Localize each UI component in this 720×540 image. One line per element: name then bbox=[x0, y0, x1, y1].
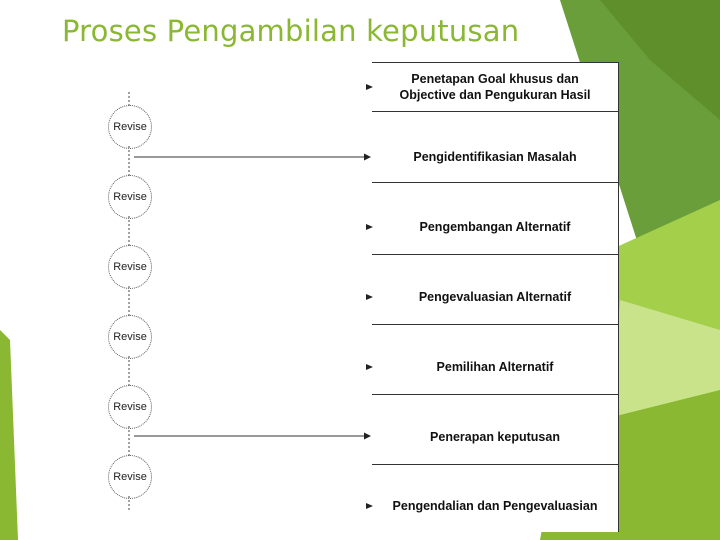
arrowhead-step-3 bbox=[366, 224, 373, 230]
revise-node-4 bbox=[108, 315, 152, 359]
arrowhead-step-5 bbox=[366, 364, 373, 370]
revise-label: Revise bbox=[113, 261, 147, 273]
revise-node-6 bbox=[108, 455, 152, 499]
step-1-line1: Penetapan Goal khusus dan bbox=[411, 72, 579, 86]
revise-node-5 bbox=[108, 385, 152, 429]
page-title: Proses Pengambilan keputusan bbox=[62, 14, 520, 48]
step-6-label: Penerapan keputusan bbox=[430, 430, 560, 444]
revise-label: Revise bbox=[113, 471, 147, 483]
step-2-label: Pengidentifikasian Masalah bbox=[413, 150, 577, 164]
step-4-label: Pengevaluasian Alternatif bbox=[418, 290, 572, 304]
step-5-label: Pemilihan Alternatif bbox=[436, 360, 554, 374]
arrowhead-step-7 bbox=[366, 503, 373, 509]
step-7-label: Pengendalian dan Pengevaluasian bbox=[392, 499, 598, 513]
revise-label: Revise bbox=[113, 191, 147, 203]
revise-label: Revise bbox=[113, 331, 147, 343]
revise-node-1 bbox=[108, 105, 152, 149]
revise-label: Revise bbox=[113, 121, 147, 133]
revise-node-2 bbox=[108, 175, 152, 219]
revise-label: Revise bbox=[113, 401, 147, 413]
step-3-label: Pengembangan Alternatif bbox=[419, 220, 571, 234]
arrowhead-step-1 bbox=[366, 84, 373, 90]
arrowhead-step-4 bbox=[366, 294, 373, 300]
step-1-line2: Objective dan Pengukuran Hasil bbox=[399, 88, 591, 102]
revise-node-3 bbox=[108, 245, 152, 289]
